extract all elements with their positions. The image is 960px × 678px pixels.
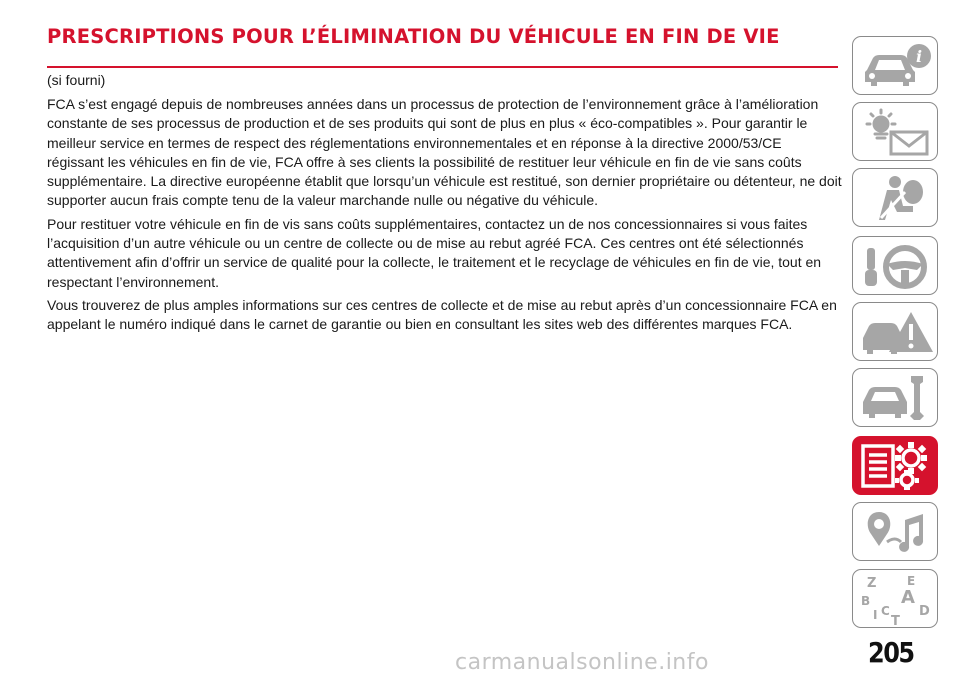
tab-index[interactable] <box>852 569 938 628</box>
title-divider <box>47 66 838 68</box>
paragraph: Pour restituer votre véhicule en fin de vis sans coûts supplémentaires, contactez un de nos concessionnaires si vous faites l’acquisition d’un autre véhicule ou un centre de collecte ou de mise au rebut agréé FCA. Ces centres ont été sélectionnés attentivement afin d’offrir un service de qualité pour la collecte, le traitement et le recyclage de véhicules en fin de vie, tout en respectant l’environnement. <box>47 215 822 290</box>
section-title: PRESCRIPTIONS POUR L’ÉLIMINATION DU VÉHICULE EN FIN DE VIE <box>47 25 780 48</box>
tab-technical-specs[interactable] <box>852 436 938 495</box>
dashboard-lights-icon <box>857 106 935 158</box>
key-steering-wheel-icon <box>857 240 935 292</box>
svg-text:T: T <box>891 614 900 625</box>
car-info-icon <box>857 40 935 92</box>
tab-starting-driving[interactable] <box>852 236 938 295</box>
svg-text:I: I <box>873 608 878 622</box>
paragraph: Vous trouverez de plus amples informations sur ces centres de collecte et de mise au rebut après d’un concessionnaire FCA en appelant le numéro indiqué dans le carnet de garantie ou bien en consultant les sites web des différentes marques FCA. <box>47 296 837 333</box>
svg-text:A: A <box>901 587 915 608</box>
svg-text:D: D <box>919 604 930 619</box>
tab-maintenance[interactable] <box>852 368 938 427</box>
svg-text:Z: Z <box>867 576 877 591</box>
page-number: 205 <box>868 636 914 670</box>
body-text <box>47 95 842 339</box>
tab-car-info[interactable] <box>852 36 938 95</box>
section-subtitle: (si fourni) <box>47 72 106 88</box>
alphabetical-index-icon <box>857 573 935 625</box>
tab-dashboard-lights[interactable] <box>852 102 938 161</box>
svg-text:i: i <box>915 47 923 66</box>
paragraph: FCA s’est engagé depuis de nombreuses années dans un processus de protection de l’environnement grâce à l’amélioration constante de ses processus de production et de ses produits qui sont de plus en plus « éco-compatibles ». Pour garantir le meilleur service en termes de respect des réglementations environnementales et en réponse à la directive 2000/53/CE régissant les véhicules en fin de vie, FCA offre à ses clients la possibilité de restituer leur véhicule en fin de vie sans coûts supplémentaire. La directive européenne établit que lorsqu’un véhicule est restitué, son dernier propriétaire ou détenteur, ne doit supporter aucun frais compte tenu de la valeur marchande nulle ou négative du véhicule. <box>47 96 842 209</box>
svg-text:E: E <box>907 574 916 588</box>
multimedia-icon <box>857 506 935 558</box>
tab-emergency[interactable] <box>852 302 938 361</box>
tab-multimedia[interactable] <box>852 502 938 561</box>
seat-airbag-icon <box>857 172 935 224</box>
watermark: carmanualsonline.info <box>455 650 709 675</box>
svg-text:B: B <box>861 594 871 608</box>
specs-gears-icon <box>857 440 935 492</box>
tab-safety[interactable] <box>852 168 938 227</box>
car-wrench-icon <box>857 372 935 424</box>
warning-car-icon <box>857 306 935 358</box>
svg-text:C: C <box>881 604 890 618</box>
